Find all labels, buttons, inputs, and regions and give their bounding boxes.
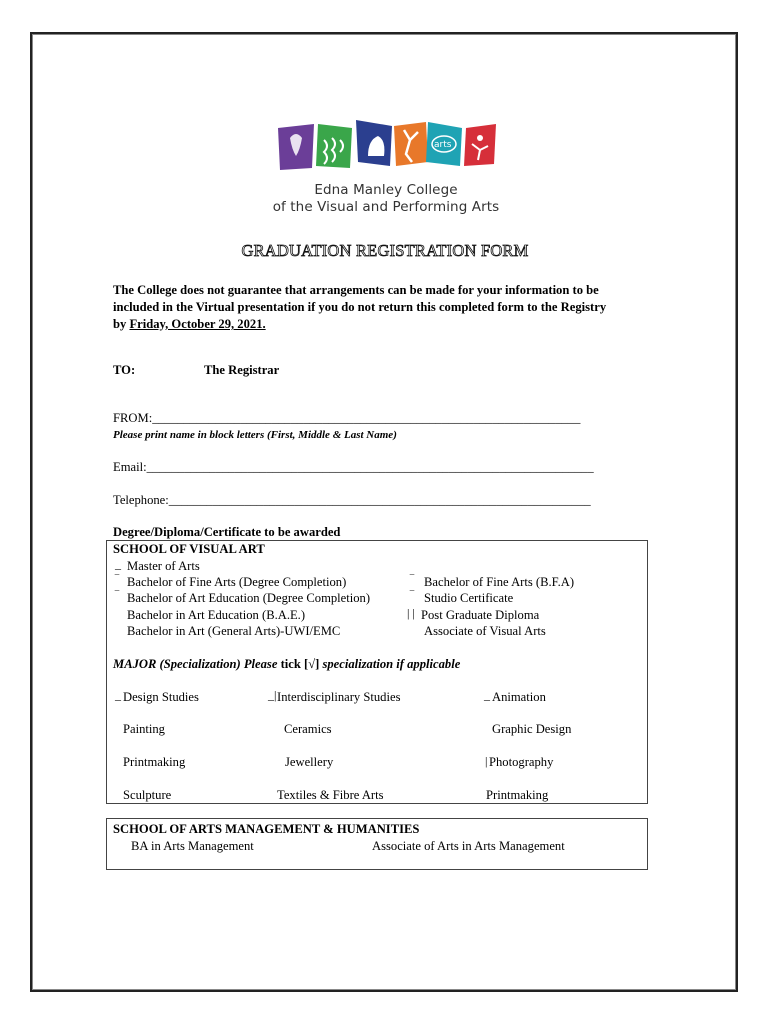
notice-line-1: The College does not guarantee that arrangements can be made for your information to be — [113, 283, 599, 297]
option-ba-arts-management: BA in Arts Management — [131, 839, 254, 853]
option-master-of-arts: Master of Arts — [127, 559, 200, 573]
major-sculpture: Sculpture — [123, 788, 172, 802]
major-jewellery: Jewellery — [285, 755, 334, 769]
visual-art-heading: SCHOOL OF VISUAL ART — [113, 542, 265, 556]
college-name-line1: Edna Manley College — [314, 182, 458, 198]
notice-line-2: included in the Virtual presentation if you do not return this completed form to the Registry — [113, 300, 607, 314]
logo-tile-red — [464, 124, 496, 166]
to-label: TO: — [113, 363, 136, 377]
option-studio-certificate: Studio Certificate — [424, 591, 514, 605]
checkbox-design-studies[interactable]: _ — [115, 688, 121, 702]
from-hint: Please print name in block letters (First, Middle & Last Name) — [113, 429, 397, 441]
logo-arts-text: arts — [434, 140, 452, 150]
major-interdisciplinary-studies: Interdisciplinary Studies — [277, 690, 401, 704]
option-bfa-degree-completion: Bachelor of Fine Arts (Degree Completion) — [127, 575, 347, 589]
major-design-studies: Design Studies — [123, 690, 199, 704]
email-field[interactable]: Email:_______________________________________________________________________ — [113, 460, 594, 474]
to-value: The Registrar — [204, 363, 280, 377]
checkbox-studio-certificate[interactable]: ‾ — [410, 589, 414, 603]
option-post-graduate-diploma: Post Graduate Diploma — [421, 608, 540, 622]
checkbox-post-graduate-diploma[interactable]: | | — [407, 606, 415, 620]
notice-by: by — [113, 317, 130, 331]
checkbox-art-education-degree-completion[interactable]: ‾ — [115, 589, 119, 603]
major-textiles-fibre-arts: Textiles & Fibre Arts — [277, 788, 384, 802]
major-graphic-design: Graphic Design — [492, 722, 572, 736]
from-field[interactable]: FROM:____________________________________________________________________ — [113, 411, 581, 425]
degree-heading: Degree/Diploma/Certificate to be awarded — [113, 525, 341, 539]
major-photography: Photography — [489, 755, 554, 769]
checkbox-interdisciplinary-studies[interactable]: _| — [268, 688, 277, 702]
option-associate-arts-management: Associate of Arts in Arts Management — [372, 839, 565, 853]
major-painting: Painting — [123, 722, 165, 736]
college-name-line2: of the Visual and Performing Arts — [272, 199, 500, 215]
major-instruction: MAJOR (Specialization) Please tick [√] specialization if applicable — [113, 657, 461, 671]
major-animation: Animation — [492, 690, 546, 704]
major-ceramics: Ceramics — [284, 722, 332, 736]
option-bae: Bachelor in Art Education (B.A.E.) — [127, 608, 306, 622]
arts-management-heading: SCHOOL OF ARTS MANAGEMENT & HUMANITIES — [113, 822, 420, 836]
form-title: GRADUATION REGISTRATION FORM — [241, 241, 529, 260]
checkbox-photography[interactable]: | — [485, 754, 488, 768]
option-general-arts: Bachelor in Art (General Arts)-UWI/EMC — [127, 624, 341, 638]
checkbox-animation[interactable]: _ — [484, 688, 490, 702]
deadline-date: Friday, October 29, 2021. — [129, 317, 266, 331]
notice-line-3 — [113, 316, 673, 333]
option-associate-visual-arts: Associate of Visual Arts — [424, 624, 546, 638]
option-art-education-degree-completion: Bachelor of Art Education (Degree Completion) — [127, 591, 371, 605]
checkbox-master-of-arts[interactable]: _ — [115, 557, 121, 571]
option-bfa: Bachelor of Fine Arts (B.F.A) — [424, 575, 575, 589]
checkbox-bfa-degree-completion[interactable]: ‾ — [115, 573, 119, 587]
major-printmaking: Printmaking — [123, 755, 186, 769]
checkbox-bfa[interactable]: ‾ — [410, 573, 414, 587]
telephone-field[interactable]: Telephone:___________________________________________________________________ — [113, 493, 591, 507]
major-printmaking-2: Printmaking — [486, 788, 549, 802]
